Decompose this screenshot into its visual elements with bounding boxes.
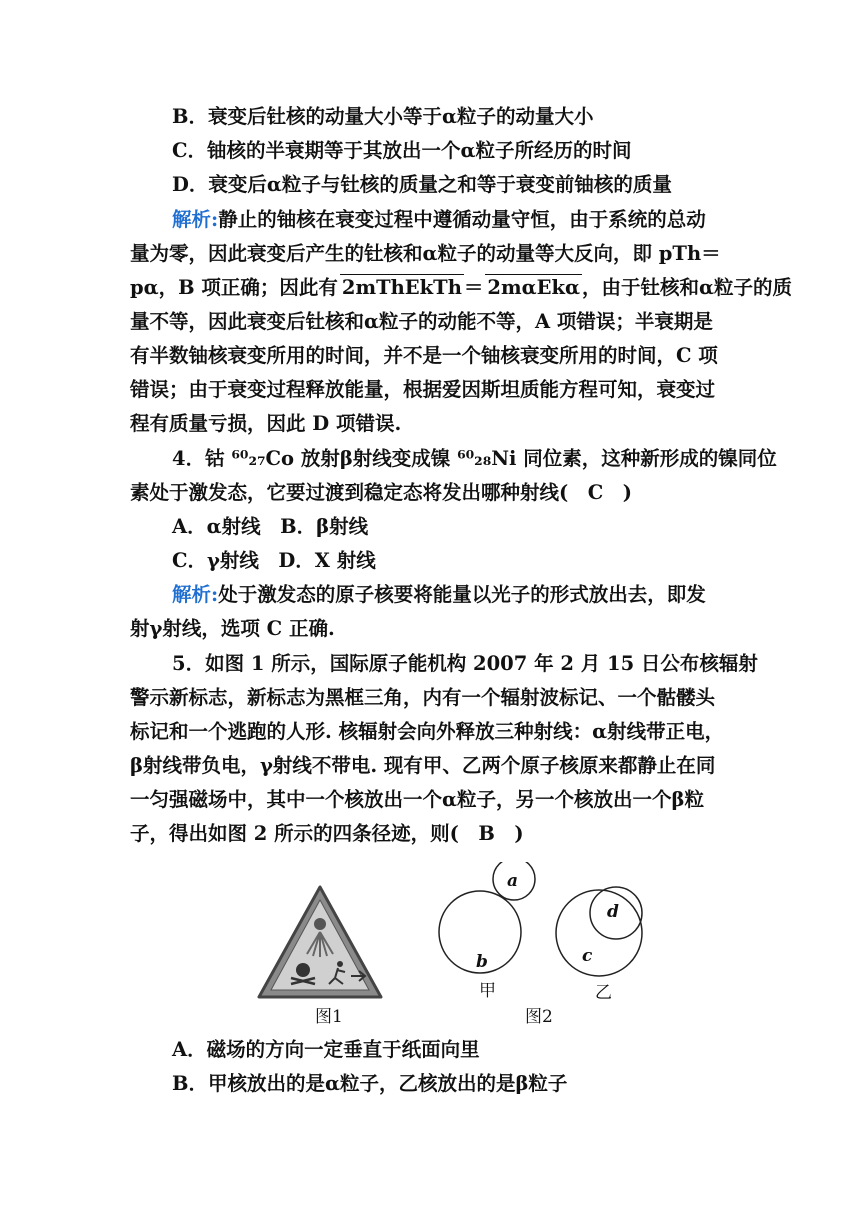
analysis-1-line-1 bbox=[172, 203, 706, 237]
analysis-1-line-3 bbox=[130, 271, 792, 305]
label-d: d bbox=[607, 902, 619, 922]
analysis-label: 解析: bbox=[172, 583, 219, 606]
figure-area bbox=[255, 862, 675, 1032]
label-jia: 甲 bbox=[479, 981, 496, 1001]
analysis-1-line-4: 量不等，因此衰变后钍核和α粒子的动能不等，A 项错误；半衰期是 bbox=[130, 310, 713, 333]
figure-2-caption: 图2 bbox=[525, 1007, 553, 1027]
radiation-warning-sign bbox=[259, 887, 381, 997]
analysis-1-line-7: 程有质量亏损，因此 D 项错误. bbox=[130, 412, 402, 435]
question-5-option-b: B．甲核放出的是α粒子，乙核放出的是β粒子 bbox=[172, 1072, 568, 1095]
question-5-line-6: 子，得出如图 2 所示的四条径迹，则( B ) bbox=[130, 822, 524, 845]
sqrt-expression-1: 2mThEkTh bbox=[341, 276, 462, 299]
analysis-2-line-1 bbox=[172, 578, 706, 612]
label-c: c bbox=[582, 946, 593, 966]
question-5-line-4: β射线带负电，γ射线不带电. 现有甲、乙两个原子核原来都静止在同 bbox=[130, 754, 716, 777]
question-4-line-1: 4．钴 ⁶⁰₂₇Co 放射β射线变成镍 ⁶⁰₂₈Ni 同位素，这种新形成的镍同位 bbox=[172, 447, 777, 470]
analysis-1-line-2: 量为零，因此衰变后产生的钍核和α粒子的动量等大反向，即 pTh＝ bbox=[130, 242, 721, 265]
question-4-options-cd: C．γ射线 D．X 射线 bbox=[172, 549, 376, 572]
label-b: b bbox=[476, 952, 488, 972]
equals-sign: ＝ bbox=[463, 276, 484, 299]
sqrt-expression-2: 2mαEkα bbox=[487, 276, 580, 299]
figure-1-caption: 图1 bbox=[315, 1007, 343, 1027]
question-5-line-3: 标记和一个逃跑的人形. 核辐射会向外释放三种射线：α射线带正电， bbox=[130, 720, 725, 743]
label-yi: 乙 bbox=[595, 983, 612, 1003]
analysis-text: pα，B 项正确；因此有 bbox=[130, 276, 338, 299]
option-c-line: C．铀核的半衰期等于其放出一个α粒子所经历的时间 bbox=[172, 139, 632, 162]
question-4-options-ab: A．α射线 B．β射线 bbox=[172, 515, 369, 538]
analysis-text: 处于激发态的原子核要将能量以光子的形式放出去，即发 bbox=[218, 583, 706, 606]
question-5-option-a: A．磁场的方向一定垂直于纸面向里 bbox=[172, 1038, 480, 1061]
question-5-line-5: 一匀强磁场中，其中一个核放出一个α粒子，另一个核放出一个β粒 bbox=[130, 788, 704, 811]
question-4-line-2: 素处于激发态，它要过渡到稳定态将发出哪种射线( C ) bbox=[130, 481, 632, 504]
analysis-text: ，由于钍核和α粒子的质 bbox=[581, 276, 792, 299]
track-diagram-yi bbox=[556, 887, 642, 976]
analysis-1-line-5: 有半数铀核衰变所用的时间，并不是一个铀核衰变所用的时间，C 项 bbox=[130, 344, 718, 367]
option-d-line: D．衰变后α粒子与钍核的质量之和等于衰变前铀核的质量 bbox=[172, 173, 672, 196]
analysis-1-line-6: 错误；由于衰变过程释放能量，根据爱因斯坦质能方程可知，衰变过 bbox=[130, 378, 716, 401]
analysis-2-line-2: 射γ射线，选项 C 正确. bbox=[130, 617, 335, 640]
analysis-text: 静止的铀核在衰变过程中遵循动量守恒，由于系统的总动 bbox=[218, 208, 706, 231]
option-b-line: B．衰变后钍核的动量大小等于α粒子的动量大小 bbox=[172, 105, 594, 128]
analysis-label: 解析: bbox=[172, 208, 219, 231]
question-5-line-1: 5．如图 1 所示，国际原子能机构 2007 年 2 月 15 日公布核辐射 bbox=[172, 652, 758, 675]
label-a: a bbox=[507, 871, 519, 891]
question-5-line-2: 警示新标志，新标志为黑框三角，内有一个辐射波标记、一个骷髅头 bbox=[130, 686, 716, 709]
